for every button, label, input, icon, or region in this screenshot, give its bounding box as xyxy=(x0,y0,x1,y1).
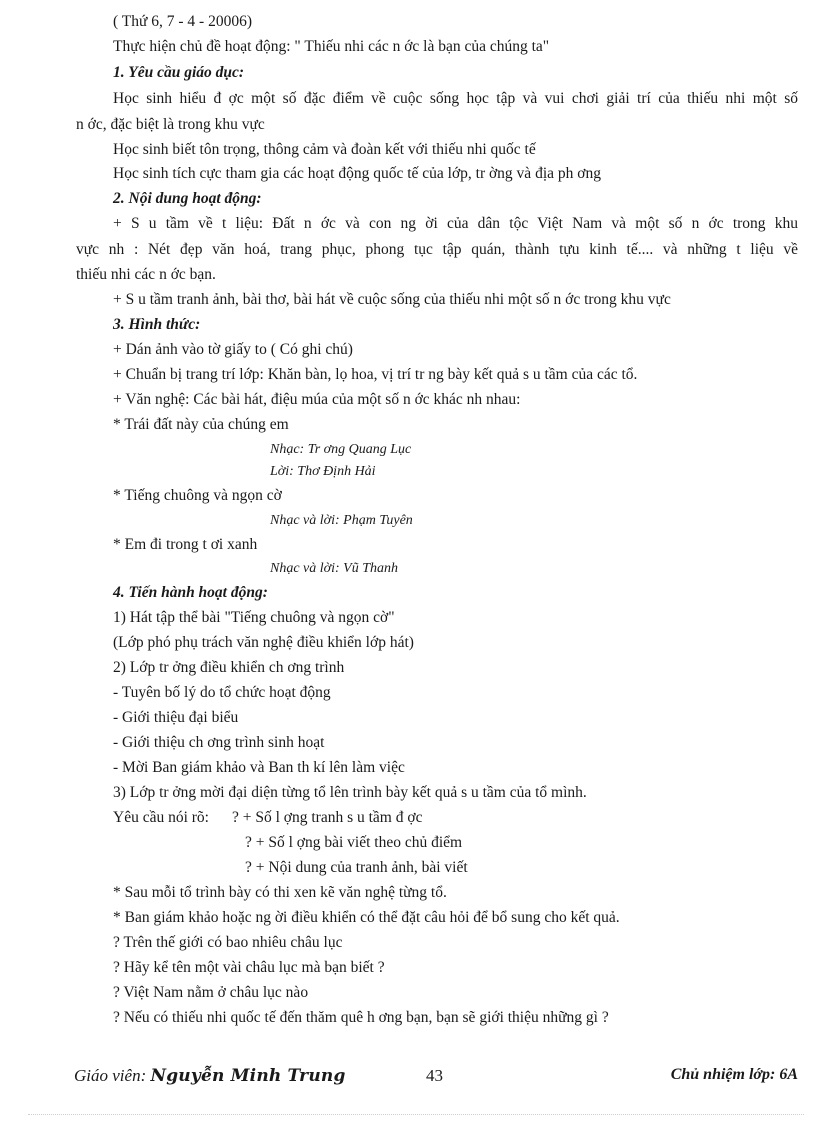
question-line: ? Hãy kể tên một vài châu lục mà bạn biết ? xyxy=(113,959,385,976)
list-item: - Tuyên bố lý do tổ chức hoạt động xyxy=(113,684,331,701)
question-line: ? Việt Nam nằm ở châu lục nào xyxy=(113,984,309,1001)
question-line: ? Trên thế giới có bao nhiêu châu lục xyxy=(113,934,343,951)
song-title: * Em đi trong t ơi xanh xyxy=(113,536,258,553)
paragraph-line: vực nh : Nét đẹp văn hoá, trang phục, phong tục tập quán, thành tựu kinh tế.... và những t liệu về xyxy=(76,241,798,258)
teacher-label: Giáo viên: xyxy=(74,1066,147,1085)
section-heading-3: 3. Hình thức: xyxy=(113,316,201,333)
note-line: * Sau mỗi tổ trình bày có thi xen kẽ văn nghệ từng tổ. xyxy=(113,884,447,901)
section-heading-4: 4. Tiến hành hoạt động: xyxy=(113,584,268,601)
paragraph-line: n ớc, đặc biệt là trong khu vực xyxy=(76,116,265,133)
requirement-label: Yêu cầu nói rõ: xyxy=(113,809,209,826)
list-item: + Dán ảnh vào tờ giấy to ( Có ghi chú) xyxy=(113,341,353,358)
list-item: - Giới thiệu đại biểu xyxy=(113,709,239,726)
requirement-item: ? + Nội dung của tranh ảnh, bài viết xyxy=(245,859,468,876)
requirement-item: ? + Số l ợng bài viết theo chủ điểm xyxy=(245,834,463,851)
list-item: 3) Lớp tr ởng mời đại diện từng tổ lên trình bày kết quả s u tầm của tổ mình. xyxy=(113,784,587,801)
note-line: * Ban giám khảo hoặc ng ời điều khiển có thể đặt câu hỏi để bổ sung cho kết quả. xyxy=(113,909,620,926)
song-title: * Trái đất này của chúng em xyxy=(113,416,289,433)
song-credit: Nhạc và lời: Phạm Tuyên xyxy=(270,513,413,528)
theme-line: Thực hiện chủ đề hoạt động: " Thiếu nhi các n ớc là bạn của chúng ta" xyxy=(113,38,550,55)
list-item: - Mời Ban giám khảo và Ban th kí lên làm việc xyxy=(113,759,405,776)
list-item: 1) Hát tập thể bài "Tiếng chuông và ngọn cờ" xyxy=(113,609,395,626)
paragraph-line: thiếu nhi các n ớc bạn. xyxy=(76,266,216,283)
page-number: 43 xyxy=(426,1066,443,1085)
list-item: + Văn nghệ: Các bài hát, điệu múa của một số n ớc khác nh nhau: xyxy=(113,391,521,408)
paragraph-line: Học sinh hiểu đ ợc một số đặc điểm về cuộc sống học tập và vui chơi giải trí của thiếu nhi một số xyxy=(113,90,798,107)
song-credit: Nhạc và lời: Vũ Thanh xyxy=(270,561,399,576)
footer-divider xyxy=(28,1114,804,1115)
paragraph-line: Học sinh biết tôn trọng, thông cảm và đoàn kết với thiếu nhi quốc tế xyxy=(113,141,536,158)
section-heading-2: 2. Nội dung hoạt động: xyxy=(113,190,262,207)
page-footer xyxy=(74,1064,798,1090)
section-heading-1: 1. Yêu cầu giáo dục: xyxy=(113,64,245,81)
song-credit: Lời: Thơ Định Hải xyxy=(270,464,376,479)
song-credit: Nhạc: Tr ơng Quang Lục xyxy=(270,442,412,457)
requirement-item: ? + Số l ợng tranh s u tầm đ ợc xyxy=(232,809,423,826)
song-title: * Tiếng chuông và ngọn cờ xyxy=(113,487,282,504)
teacher-name: Nguyễn Minh Trung xyxy=(150,1066,346,1086)
paragraph-line: + S u tầm về t liệu: Đất n ớc và con ng ời của dân tộc Việt Nam và một số n ớc trong khu xyxy=(113,215,798,232)
list-item: 2) Lớp tr ởng điều khiển ch ơng trình xyxy=(113,659,345,676)
list-item: - Giới thiệu ch ơng trình sinh hoạt xyxy=(113,734,325,751)
teacher-credit xyxy=(74,1066,346,1086)
list-item: (Lớp phó phụ trách văn nghệ điều khiển lớp hát) xyxy=(113,634,414,651)
paragraph-line: + S u tầm tranh ảnh, bài thơ, bài hát về cuộc sống của thiếu nhi một số n ớc trong khu vực xyxy=(113,291,671,308)
list-item: + Chuẩn bị trang trí lớp: Khăn bàn, lọ hoa, vị trí tr ng bày kết quả s u tầm của các tổ. xyxy=(113,366,638,383)
paragraph-line: Học sinh tích cực tham gia các hoạt động quốc tế của lớp, tr ờng và địa ph ơng xyxy=(113,165,601,182)
class-info: Chủ nhiệm lớp: 6A xyxy=(670,1066,798,1083)
date-line: ( Thứ 6, 7 - 4 - 20006) xyxy=(113,13,252,30)
question-line: ? Nếu có thiếu nhi quốc tế đến thăm quê h ơng bạn, bạn sẽ giới thiệu những gì ? xyxy=(113,1009,609,1026)
